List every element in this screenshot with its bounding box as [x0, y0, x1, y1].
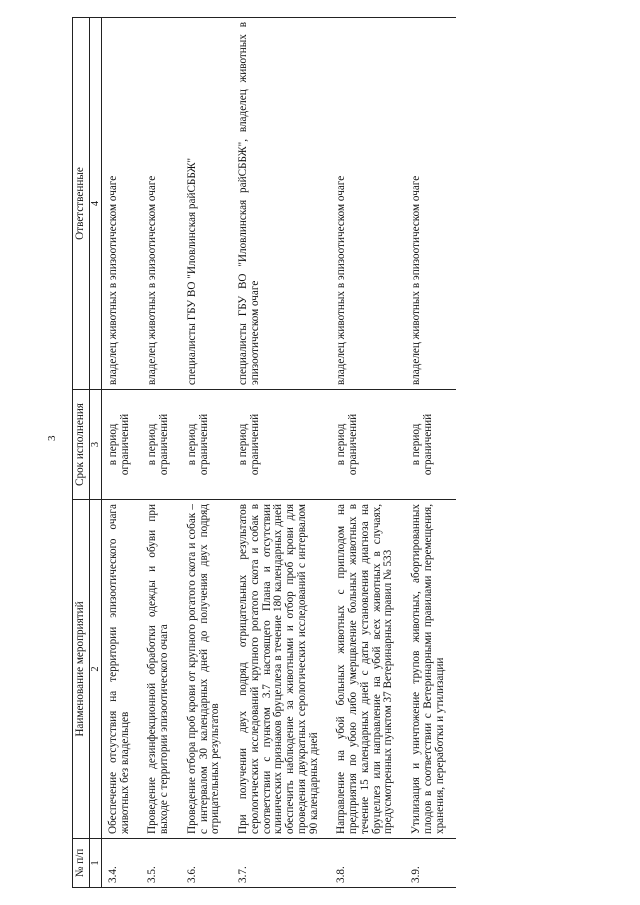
measure-term: в период ограничений	[232, 390, 330, 500]
measure-responsible: владелец животных в эпизоотическом очаге	[330, 18, 405, 390]
measure-name: Направление на убой больных животных с приплодом на предприятия по убою либо умерщвление больных животных в течение 15 календарных дней с даты установления диагноза на бруцеллез или направление на убой всех животных в случаях, предусмотренных пунктом 37 Ветеринарных правил № 533	[330, 500, 405, 839]
row-number: 3.8.	[330, 839, 405, 888]
header-term: Срок исполнения	[73, 390, 90, 500]
table-row	[141, 18, 181, 888]
measure-name: Проведение дезинфекционной обработки одежды и обуви при выходе с территории эпизоотического очага	[141, 500, 181, 839]
row-number: 3.5.	[141, 839, 181, 888]
table-row	[405, 18, 456, 888]
table-row	[330, 18, 405, 888]
column-number-4: 4	[89, 18, 101, 390]
header-number: № п/п	[73, 839, 90, 888]
measure-term: в период ограничений	[405, 390, 456, 500]
measures-table	[72, 17, 456, 888]
measure-name: Проведение отбора проб крови от крупного рогатого скота и собак – с интервалом 30 календарных дней до получения двух подряд отрицательных результатов	[181, 500, 232, 839]
page-number: 3	[46, 435, 58, 441]
table-body	[101, 18, 456, 888]
measure-responsible: владелец животных в эпизоотическом очаге	[405, 18, 456, 390]
table-row	[101, 18, 141, 888]
measure-responsible: специалисты ГБУ ВО "Иловлинская райСББЖ", владелец животных в эпизоотическом очаге	[232, 18, 330, 390]
header-responsible: Ответственные	[73, 18, 90, 390]
header-name: Наименование мероприятий	[73, 500, 90, 839]
table-row	[232, 18, 330, 888]
row-number: 3.6.	[181, 839, 232, 888]
column-number-1: 1	[89, 839, 101, 888]
row-number: 3.4.	[101, 839, 141, 888]
column-number-3: 3	[89, 390, 101, 500]
row-number: 3.9.	[405, 839, 456, 888]
rotated-page	[72, 18, 604, 888]
measure-term: в период ограничений	[101, 390, 141, 500]
measure-responsible: специалисты ГБУ ВО "Иловлинская райСББЖ"	[181, 18, 232, 390]
measure-name: При получении двух подряд отрицательных результатов серологических исследований крупного рогатого скота и собак в соответствии с пунктом 3.7 настоящего Плана и отсутствии клинических признаков бруцеллеза в течение 180 календарных дней обеспечить наблюдение за животными и отбор проб крови для проведения двукратных серологических исследований с интервалом 90 календарных дней	[232, 500, 330, 839]
measure-name: Утилизация и уничтожение трупов животных, абортированных плодов в соответствии с Ветеринарными правилами перемещения, хранения, переработки и утилизации	[405, 500, 456, 839]
measure-responsible: владелец животных в эпизоотическом очаге	[101, 18, 141, 390]
measure-name: Обеспечение отсутствия на территории эпизоотического очага животных без владельцев	[101, 500, 141, 839]
measure-term: в период ограничений	[330, 390, 405, 500]
table-row	[181, 18, 232, 888]
column-number-2: 2	[89, 500, 101, 839]
row-number: 3.7.	[232, 839, 330, 888]
measure-responsible: владелец животных в эпизоотическом очаге	[141, 18, 181, 390]
measure-term: в период ограничений	[181, 390, 232, 500]
table-header	[73, 18, 102, 888]
measure-term: в период ограничений	[141, 390, 181, 500]
